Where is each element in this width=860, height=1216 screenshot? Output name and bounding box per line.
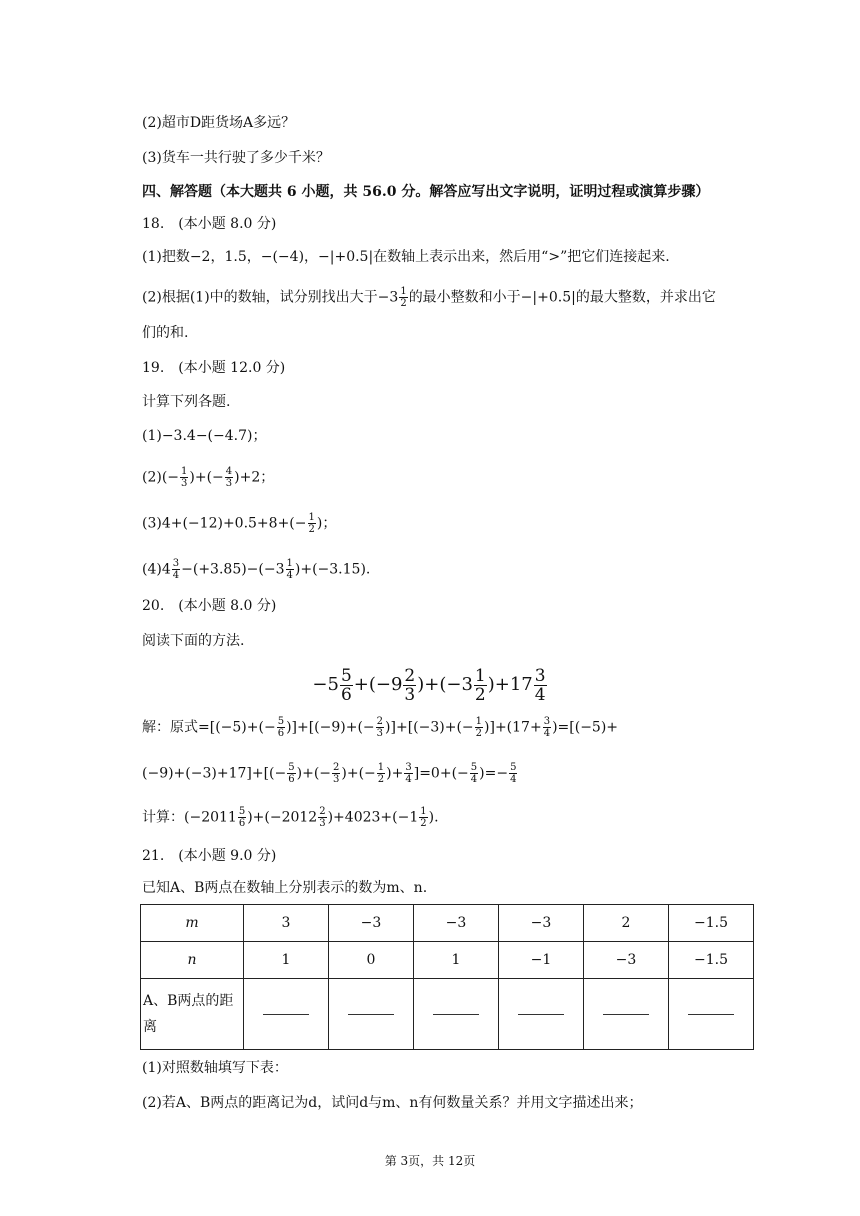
q21-part2: (2)若A、B两点的距离记为d，试问d与m、n有何数量关系？并用文字描述出来； [142, 1095, 643, 1111]
table-row-distance [141, 979, 754, 1050]
q19-header: 19. (本小题 12.0 分) [142, 360, 286, 376]
q20-intro: 阅读下面的方法. [142, 633, 245, 649]
q20-calculate: 计算：(−2011 $\frac{5}{6}$ )+(−2012 $\frac{2}{3}$ )+4023+(−1 $\frac{1}{2}$ ). [142, 806, 439, 829]
q20-solution-line2: (−9)+(−3)+17]+[(− $\frac{5}{6}$ )+(− $\frac{2}{3}$ )+(− $\frac{1}{2}$ )+ $\frac{3}{4}$ ]=0+(− $\frac{5}{4}$ )=− $\frac{5}{4}$ [142, 762, 517, 785]
q21-intro: 已知A、B两点在数轴上分别表示的数为m、n. [142, 880, 428, 896]
table-cell: 2 [584, 905, 669, 942]
q20-solution-line1: 解：原式=[(−5)+(− $\frac{5}{6}$ )]+[(−9)+(− $\frac{2}{3}$ )]+[(−3)+(− $\frac{1}{2}$ )]+(17+ $\frac{3}{4}$ )=[(−5)+ [142, 716, 619, 739]
table-cell: 3 [244, 905, 329, 942]
table-cell: m [141, 905, 244, 942]
q19-expr2: (2)(− $\frac{1}{3}$ )+(− $\frac{4}{3}$ )+2； [142, 466, 275, 489]
answer-blank[interactable] [669, 979, 754, 1050]
table-cell: 0 [329, 942, 414, 979]
table-cell: −3 [329, 905, 414, 942]
answer-blank[interactable] [244, 979, 329, 1050]
q18-part2-cont: 们的和. [142, 325, 189, 341]
table-cell: −3 [584, 942, 669, 979]
table-row-m [141, 905, 754, 942]
answer-blank[interactable] [584, 979, 669, 1050]
q18-part2: (2)根据(1)中的数轴，试分别找出大于−3 $\frac{1}{2}$ 的最小整数和小于−|+0.5|的最大整数，并求出它 [142, 286, 716, 309]
q17-part2: (2)超市D距货场A多远？ [142, 115, 296, 131]
table-cell: 1 [414, 942, 499, 979]
q20-header: 20. (本小题 8.0 分) [142, 598, 277, 614]
q20-display-expression: −5 $\frac{5}{6}$ +(−9 $\frac{2}{3}$ )+(−3 $\frac{1}{2}$ )+17 $\frac{3}{4}$ [312, 665, 546, 705]
q18-header: 18. (本小题 8.0 分) [142, 216, 277, 232]
table-cell: n [141, 942, 244, 979]
table-row-n [141, 942, 754, 979]
q19-expr4: (4)4 $\frac{3}{4}$ −(+3.85)−(−3 $\frac{1}{4}$ )+(−3.15). [142, 558, 371, 581]
table-cell: −3 [499, 905, 584, 942]
q21-part1: (1)对照数轴填写下表： [142, 1060, 288, 1076]
table-cell: −1.5 [669, 942, 754, 979]
answer-blank[interactable] [329, 979, 414, 1050]
answer-blank[interactable] [499, 979, 584, 1050]
table-cell: 1 [244, 942, 329, 979]
table-cell: −1.5 [669, 905, 754, 942]
q19-expr1: (1)−3.4−(−4.7)； [142, 428, 267, 444]
answer-blank[interactable] [414, 979, 499, 1050]
q21-header: 21. (本小题 9.0 分) [142, 848, 277, 864]
section-heading: 四、解答题（本大题共 6 小题，共 56.0 分。解答应写出文字说明，证明过程或演算步骤） [142, 184, 710, 200]
page-footer: 第 3页，共 12页 [384, 1154, 476, 1168]
q21-table [140, 904, 754, 1050]
table-cell: −3 [414, 905, 499, 942]
q18-part1: (1)把数−2，1.5，−(−4)，−|+0.5|在数轴上表示出来，然后用“>”把它们连接起来. [142, 249, 670, 265]
table-cell: A、B两点的距离 [141, 979, 244, 1050]
q19-intro: 计算下列各题. [142, 394, 231, 410]
table-cell: −1 [499, 942, 584, 979]
q19-expr3: (3)4+(−12)+0.5+8+(− $\frac{1}{2}$ )； [142, 512, 337, 535]
q17-part3: (3)货车一共行驶了多少千米？ [142, 150, 330, 166]
